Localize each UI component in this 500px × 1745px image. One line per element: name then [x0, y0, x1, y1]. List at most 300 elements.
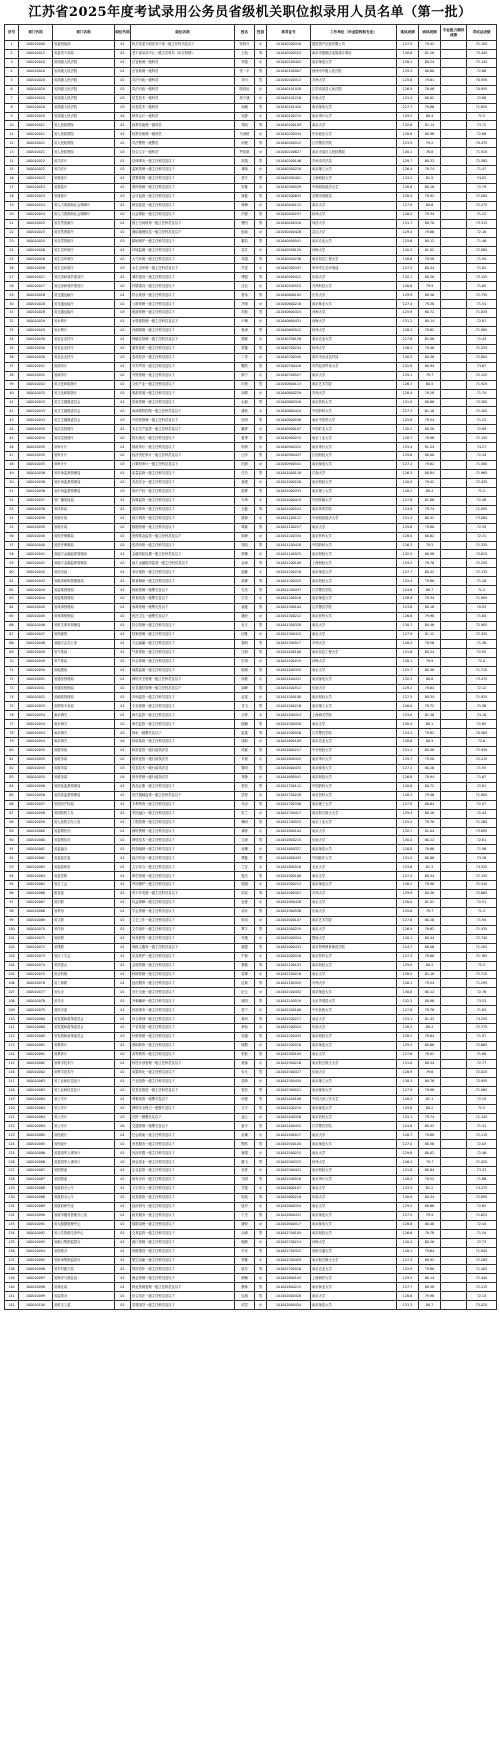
- cell-col-prof: [441, 434, 467, 443]
- table-row: [5, 166, 497, 175]
- cell-col-interview: 79.7: [419, 371, 441, 380]
- cell-col-workplace: 南京师范大学: [311, 595, 397, 604]
- cell-col-post-name: 科技计划管理一级主任科员及以下: [131, 1059, 235, 1068]
- cell-col-total: 72.5: [467, 961, 497, 970]
- cell-col-prof: [441, 1042, 467, 1051]
- cell-col-dept-code: 100010060: [19, 827, 53, 836]
- cell-col-written: 130.9: [397, 1193, 419, 1202]
- cell-col-prof: [441, 1229, 467, 1238]
- cell-col-exam-no: 101040400112: [267, 201, 311, 210]
- cell-col-interview: 81.2: [419, 1185, 441, 1194]
- cell-col-dept-code: 100010040: [19, 541, 53, 550]
- cell-col-seq: 105: [5, 970, 19, 979]
- cell-col-total: 72.12: [467, 684, 497, 693]
- cell-col-name: 林晓: [235, 166, 255, 175]
- cell-col-written: 131.1: [397, 747, 419, 756]
- cell-col-written: 128.8: [397, 1220, 419, 1229]
- cell-col-post-code: 02: [115, 541, 131, 550]
- cell-col-exam-no: 101042300327: [267, 1068, 311, 1077]
- cell-col-written: 127.2: [397, 764, 419, 773]
- cell-col-prof: [441, 791, 467, 800]
- cell-col-dept-code: 100010095: [19, 1256, 53, 1265]
- cell-col-seq: 1: [5, 41, 19, 50]
- cell-col-exam-no: 101042000107: [267, 916, 311, 925]
- cell-col-prof: [441, 514, 467, 523]
- table-row: [5, 952, 497, 961]
- cell-col-post-code: 01: [115, 130, 131, 139]
- cell-col-name: 奚蓉: [235, 1059, 255, 1068]
- cell-col-name: 施娟: [235, 881, 255, 890]
- cell-col-post-name: 科研管理一级主任科员及以下: [131, 970, 235, 979]
- cell-col-sex: 女: [255, 1006, 267, 1015]
- cell-col-dept-name: 省外办: [53, 997, 115, 1006]
- cell-col-seq: 79: [5, 738, 19, 747]
- cell-col-post-code: 01: [115, 934, 131, 943]
- cell-col-sex: 男: [255, 1015, 267, 1024]
- cell-col-post-name: 综合管理一级主任科员及以下: [131, 657, 235, 666]
- cell-col-post-name: 农村经济一级主任科员及以下: [131, 353, 235, 362]
- cell-col-name: 阮航: [235, 1193, 255, 1202]
- cell-col-total: 70.93: [467, 604, 497, 613]
- cell-col-sex: 女: [255, 1167, 267, 1176]
- cell-col-dept-name: 省气象局: [53, 657, 115, 666]
- cell-col-seq: 90: [5, 836, 19, 845]
- cell-col-workplace: 苏州科技大学: [311, 282, 397, 291]
- cell-col-dept-name: 省财政厅: [53, 184, 115, 193]
- cell-col-dept-name: 省委政法委: [53, 854, 115, 863]
- cell-col-post-name: 安全生产监管一级主任科员及以下: [131, 425, 235, 434]
- cell-col-seq: 43: [5, 416, 19, 425]
- cell-col-workplace: 南京财经大学: [311, 1033, 397, 1042]
- cell-col-written: 127.8: [397, 1006, 419, 1015]
- cell-col-exam-no: 101042400326: [267, 1113, 311, 1122]
- table-row: [5, 1185, 497, 1194]
- table-row: [5, 1033, 497, 1042]
- cell-col-seq: 125: [5, 1149, 19, 1158]
- cell-col-post-name: 耕地保护一级主任科员及以下: [131, 237, 235, 246]
- cell-col-exam-no: 101040800538: [267, 416, 311, 425]
- cell-col-name: 辛亮: [235, 1247, 255, 1256]
- cell-col-written: 129.3: [397, 1042, 419, 1051]
- cell-col-total: 71.835: [467, 309, 497, 318]
- cell-col-seq: 32: [5, 318, 19, 327]
- cell-col-prof: [441, 621, 467, 630]
- cell-col-post-name: 工程管理一级主任科员及以下: [131, 818, 235, 827]
- cell-col-total: 71.22: [467, 210, 497, 219]
- cell-col-exam-no: 101042100325: [267, 979, 311, 988]
- cell-col-name: 武悦: [235, 791, 255, 800]
- cell-col-post-code: 01: [115, 666, 131, 675]
- table-row: [5, 300, 497, 309]
- cell-col-sex: 女: [255, 166, 267, 175]
- cell-col-exam-no: 101040800316: [267, 398, 311, 407]
- cell-col-dept-name: 省乡村振兴局: [53, 1265, 115, 1274]
- cell-col-dept-name: 省科学技术厅: [53, 1068, 115, 1077]
- cell-col-workplace: 南京师范大学: [311, 1301, 397, 1310]
- cell-col-post-name: 司法行政一级科员: [131, 76, 235, 85]
- cell-col-sex: 男: [255, 1050, 267, 1059]
- cell-col-total: 71.54: [467, 300, 497, 309]
- table-row: [5, 496, 497, 505]
- cell-col-prof: [441, 255, 467, 264]
- cell-col-sex: 女: [255, 1077, 267, 1086]
- cell-col-workplace: 南京农业大学: [311, 335, 397, 344]
- cell-col-prof: [441, 711, 467, 720]
- cell-col-prof: [441, 201, 467, 210]
- cell-col-seq: 81: [5, 756, 19, 765]
- cell-col-seq: 106: [5, 979, 19, 988]
- cell-col-total: 71.405: [467, 1265, 497, 1274]
- cell-col-interview: 80.28: [419, 425, 441, 434]
- cell-col-post-code: 01: [115, 872, 131, 881]
- cell-col-seq: 110: [5, 1015, 19, 1024]
- cell-col-post-code: 03: [115, 192, 131, 201]
- cell-col-sex: 男: [255, 604, 267, 613]
- cell-col-total: 72.87: [467, 318, 497, 327]
- cell-col-name: 房强: [235, 1095, 255, 1104]
- cell-col-interview: 80.14: [419, 318, 441, 327]
- cell-col-dept-code: 100010042: [19, 568, 53, 577]
- cell-col-exam-no: 101040700527: [267, 371, 311, 380]
- cell-col-dept-name: 省高级人民法院: [53, 85, 115, 94]
- cell-col-workplace: 南京理工大学: [311, 487, 397, 496]
- cell-col-post-code: 02: [115, 684, 131, 693]
- cell-col-name: 邓超: [235, 255, 255, 264]
- cell-col-workplace: 南京师范大学: [311, 1140, 397, 1149]
- cell-col-dept-code: 100010028: [19, 300, 53, 309]
- cell-col-dept-code: 100010075: [19, 970, 53, 979]
- cell-col-post-name: 网络安全管理一级主任科员及以下: [131, 675, 235, 684]
- cell-col-post-code: 01: [115, 443, 131, 452]
- table-row: [5, 881, 497, 890]
- cell-col-name: 侯敏: [235, 675, 255, 684]
- cell-col-post-name: 疾病预防控制一级主任科员及以下: [131, 407, 235, 416]
- cell-col-total: 74.255: [467, 1015, 497, 1024]
- cell-col-post-code: 01: [115, 121, 131, 130]
- cell-col-name: 彭丽: [235, 228, 255, 237]
- cell-col-workplace: 南京大学: [311, 1015, 397, 1024]
- cell-col-workplace: 苏州市司法局: [311, 157, 397, 166]
- cell-col-dept-name: 省委编办: [53, 845, 115, 854]
- cell-col-interview: 80.64: [419, 800, 441, 809]
- cell-col-prof: [441, 1149, 467, 1158]
- cell-col-name: 兰芳: [235, 863, 255, 872]
- cell-col-exam-no: 101041300104: [267, 604, 311, 613]
- cell-col-sex: 男: [255, 836, 267, 845]
- cell-col-seq: 36: [5, 353, 19, 362]
- cell-col-total: 71.425: [467, 1158, 497, 1167]
- cell-col-seq: 54: [5, 514, 19, 523]
- cell-col-post-name: 侨务联络一级主任科员及以下: [131, 934, 235, 943]
- cell-col-name: 戴婷: [235, 425, 255, 434]
- cell-col-total: 72.775: [467, 1024, 497, 1033]
- table-row: [5, 961, 497, 970]
- cell-col-written: 127.1: [397, 461, 419, 470]
- cell-col-sex: 男: [255, 854, 267, 863]
- cell-col-total: 71.74: [467, 389, 497, 398]
- cell-col-dept-name: 省高级人民法院: [53, 94, 115, 103]
- table-row: [5, 764, 497, 773]
- cell-col-workplace: 南京农业大学: [311, 1265, 397, 1274]
- cell-col-dept-code: 100010084: [19, 1122, 53, 1131]
- cell-col-post-name: 航空运输一级主任科员及以下: [131, 1256, 235, 1265]
- cell-col-sex: 女: [255, 613, 267, 622]
- cell-col-name: 管浩: [235, 1086, 255, 1095]
- cell-col-interview: 79.64: [419, 1247, 441, 1256]
- cell-col-exam-no: 101041200109: [267, 559, 311, 568]
- cell-col-name: 魏然: [235, 362, 255, 371]
- cell-col-exam-no: 101040600431: [267, 318, 311, 327]
- cell-col-exam-no: 101041700112: [267, 782, 311, 791]
- cell-col-interview: 80.42: [419, 1122, 441, 1131]
- cell-col-dept-code: 100010030: [19, 335, 53, 344]
- cell-col-total: 72.585: [467, 157, 497, 166]
- cell-col-written: 128.0: [397, 899, 419, 908]
- cell-col-exam-no: 101040900107: [267, 425, 311, 434]
- cell-col-post-code: 02: [115, 657, 131, 666]
- cell-col-workplace: 南京大学: [311, 925, 397, 934]
- cell-col-dept-code: 100010057: [19, 800, 53, 809]
- cell-col-seq: 25: [5, 255, 19, 264]
- cell-col-post-code: 02: [115, 282, 131, 291]
- cell-col-workplace: 扬州大学: [311, 327, 397, 336]
- cell-col-exam-no: 101042100432: [267, 988, 311, 997]
- cell-col-dept-code: 100010031: [19, 371, 53, 380]
- cell-col-workplace: 江苏警官学院: [311, 729, 397, 738]
- cell-col-post-code: 01: [115, 604, 131, 613]
- cell-col-sex: 女: [255, 827, 267, 836]
- cell-col-name: 苏航: [235, 309, 255, 318]
- cell-col-dept-name: 省商务厅: [53, 371, 115, 380]
- cell-col-prof: [441, 639, 467, 648]
- cell-col-written: 131.5: [397, 854, 419, 863]
- cell-col-post-code: 01: [115, 916, 131, 925]
- cell-col-post-code: 01: [115, 58, 131, 67]
- cell-col-sex: 女: [255, 443, 267, 452]
- cell-col-written: 132.8: [397, 362, 419, 371]
- cell-col-written: 128.1: [397, 58, 419, 67]
- cell-col-interview: 81.5: [419, 175, 441, 184]
- cell-col-written: 132.6: [397, 121, 419, 130]
- cell-col-exam-no: 101041700523: [267, 818, 311, 827]
- cell-col-post-name: 档案管理一级主任科员及以下: [131, 630, 235, 639]
- cell-col-written: 124.8: [397, 1122, 419, 1131]
- cell-col-seq: 61: [5, 577, 19, 586]
- cell-col-seq: 104: [5, 961, 19, 970]
- cell-col-total: 72.955: [467, 1077, 497, 1086]
- cell-col-prof: [441, 1176, 467, 1185]
- cell-col-seq: 141: [5, 1292, 19, 1301]
- cell-col-prof: [441, 961, 467, 970]
- cell-col-post-code: 02: [115, 255, 131, 264]
- cell-col-dept-code: 100010036: [19, 470, 53, 479]
- cell-col-name: 韩梅: [235, 201, 255, 210]
- cell-col-name: 段鹏: [235, 720, 255, 729]
- cell-col-workplace: 南京大学: [311, 899, 397, 908]
- table-row: [5, 666, 497, 675]
- table-row: [5, 1292, 497, 1301]
- cell-col-dept-name: 省铁路办: [53, 1247, 115, 1256]
- cell-col-post-code: 03: [115, 103, 131, 112]
- cell-col-post-code: 01: [115, 273, 131, 282]
- cell-col-written: 129.0: [397, 961, 419, 970]
- cell-col-name: 葛琳: [235, 970, 255, 979]
- cell-col-name: 钟倩: [235, 443, 255, 452]
- cell-col-workplace: 南京理工大学: [311, 166, 397, 175]
- table-row: [5, 76, 497, 85]
- cell-col-seq: 60: [5, 568, 19, 577]
- cell-col-sex: 男: [255, 621, 267, 630]
- cell-col-seq: 17: [5, 184, 19, 193]
- cell-col-dept-name: 团省委: [53, 890, 115, 899]
- cell-col-workplace: 对外经济贸易大学: [311, 362, 397, 371]
- table-row: [5, 988, 497, 997]
- table-row: [5, 398, 497, 407]
- cell-col-sex: 女: [255, 845, 267, 854]
- cell-col-interview: 79.84: [419, 1033, 441, 1042]
- cell-col-name: 仇凡: [235, 1068, 255, 1077]
- cell-col-post-name: 检察官助理一级科员: [131, 121, 235, 130]
- table-row: [5, 1122, 497, 1131]
- cell-col-seq: 31: [5, 309, 19, 318]
- cell-col-exam-no: 101040400257: [267, 210, 311, 219]
- cell-col-seq: 121: [5, 1113, 19, 1122]
- cell-col-workplace: 南京体育学院: [311, 505, 397, 514]
- cell-col-total: 71.205: [467, 943, 497, 952]
- cell-col-prof: [441, 1131, 467, 1140]
- cell-col-post-code: 01: [115, 1274, 131, 1283]
- cell-col-dept-code: 100010025: [19, 219, 53, 228]
- cell-col-interview: 79.54: [419, 979, 441, 988]
- table-row: [5, 1238, 497, 1247]
- cell-col-post-code: 02: [115, 595, 131, 604]
- cell-col-dept-name: 省人力资源和社会保障厅: [53, 201, 115, 210]
- cell-col-seq: 124: [5, 1140, 19, 1149]
- cell-col-interview: 80.46: [419, 621, 441, 630]
- cell-col-name: 吴静: [235, 112, 255, 121]
- cell-col-sex: 女: [255, 407, 267, 416]
- cell-col-post-name: 中医药管理一级主任科员及以下: [131, 416, 235, 425]
- cell-col-exam-no: 101040101216: [267, 94, 311, 103]
- cell-col-workplace: 暨南大学: [311, 934, 397, 943]
- cell-col-written: 131.3: [397, 1301, 419, 1310]
- cell-col-exam-no: 101040100402: [267, 58, 311, 67]
- cell-col-post-code: 02: [115, 184, 131, 193]
- cell-col-interview: 80.06: [419, 943, 441, 952]
- cell-col-name: 钱莉: [235, 738, 255, 747]
- cell-col-written: 129.9: [397, 890, 419, 899]
- cell-col-post-code: 02: [115, 613, 131, 622]
- cell-col-workplace: 南京财经大学: [311, 478, 397, 487]
- cell-col-post-name: 税收征管一级行政执法员: [131, 756, 235, 765]
- cell-col-post-code: 01: [115, 362, 131, 371]
- cell-col-written: 128.2: [397, 1033, 419, 1042]
- cell-col-sex: 女: [255, 41, 267, 50]
- cell-col-interview: 80.68: [419, 1042, 441, 1051]
- cell-col-prof: [441, 389, 467, 398]
- cell-col-name: 卓越: [235, 1033, 255, 1042]
- cell-col-total: 72.07: [467, 800, 497, 809]
- cell-col-post-name: 数据治理一级主任科员及以下: [131, 1220, 235, 1229]
- cell-col-dept-name: 省总工会: [53, 881, 115, 890]
- cell-col-sex: 男: [255, 380, 267, 389]
- cell-col-interview: 79.62: [419, 925, 441, 934]
- table-row: [5, 836, 497, 845]
- cell-col-sex: 男: [255, 1265, 267, 1274]
- cell-col-written: 129.1: [397, 371, 419, 380]
- cell-col-workplace: 徐州市中级人民法院: [311, 67, 397, 76]
- cell-col-interview: 80.72: [419, 782, 441, 791]
- cell-col-prof: [441, 1265, 467, 1274]
- cell-col-dept-name: 省税务局: [53, 747, 115, 756]
- cell-col-workplace: 南京林业大学: [311, 300, 397, 309]
- cell-col-dept-code: 100010043: [19, 577, 53, 586]
- cell-col-interview: 80.5: [419, 961, 441, 970]
- cell-col-written: 131.0: [397, 1059, 419, 1068]
- cell-col-post-code: 04: [115, 738, 131, 747]
- cell-col-seq: 5: [5, 76, 19, 85]
- cell-col-dept-name: 省发展和改革委员会: [53, 1015, 115, 1024]
- cell-col-dept-name: 省戒毒管理局: [53, 613, 115, 622]
- cell-col-dept-name: 省退役军人事务厅: [53, 1158, 115, 1167]
- cell-col-written: 126.9: [397, 925, 419, 934]
- cell-col-name: 黎明: [235, 764, 255, 773]
- cell-col-prof: [441, 666, 467, 675]
- cell-col-seq: 37: [5, 362, 19, 371]
- cell-col-name: 唐磊: [235, 192, 255, 201]
- cell-col-post-code: 01: [115, 1220, 131, 1229]
- cell-col-total: 72.255: [467, 559, 497, 568]
- cell-col-post-code: 01: [115, 1229, 131, 1238]
- candidate-table: [4, 24, 497, 1310]
- cell-col-dept-name: 省高级人民法院: [53, 67, 115, 76]
- cell-col-dept-name: 省委统战部: [53, 41, 115, 50]
- cell-col-total: 72.15: [467, 1095, 497, 1104]
- cell-col-seq: 20: [5, 210, 19, 219]
- cell-col-dept-name: 南京海关: [53, 729, 115, 738]
- cell-col-interview: 80.3: [419, 1024, 441, 1033]
- cell-col-workplace: 南京市建邺区某街道办事处: [311, 49, 397, 58]
- cell-col-sex: 男: [255, 684, 267, 693]
- cell-col-post-code: 01: [115, 67, 131, 76]
- header-col-post-code: 职位代码: [115, 25, 131, 41]
- cell-col-workplace: 东南大学: [311, 836, 397, 845]
- cell-col-written: 132.2: [397, 997, 419, 1006]
- cell-col-prof: [441, 184, 467, 193]
- cell-col-sex: 女: [255, 970, 267, 979]
- cell-col-post-name: 信息技术一级行政执法员: [131, 764, 235, 773]
- cell-col-dept-name: 省商务厅: [53, 362, 115, 371]
- cell-col-dept-code: 100010023: [19, 184, 53, 193]
- cell-col-total: 72.215: [467, 1283, 497, 1292]
- cell-col-dept-code: 100010032: [19, 380, 53, 389]
- cell-col-dept-name: 省人民检察院: [53, 148, 115, 157]
- cell-col-exam-no: 101040600324: [267, 309, 311, 318]
- cell-col-dept-code: 100010022: [19, 166, 53, 175]
- cell-col-post-name: 大气环境一级主任科员及以下: [131, 255, 235, 264]
- cell-col-sex: 男: [255, 1193, 267, 1202]
- cell-col-post-code: 01: [115, 1256, 131, 1265]
- cell-col-dept-code: 100010041: [19, 550, 53, 559]
- cell-col-written: 123.8: [397, 604, 419, 613]
- cell-col-name: 尹瑞: [235, 756, 255, 765]
- cell-col-post-name: 国土空间规划一级主任科员及以下: [131, 219, 235, 228]
- cell-col-sex: 男: [255, 1104, 267, 1113]
- cell-col-dept-code: 100010080: [19, 1024, 53, 1033]
- table-row: [5, 461, 497, 470]
- cell-col-written: 129.3: [397, 67, 419, 76]
- cell-col-interview: 80.58: [419, 1283, 441, 1292]
